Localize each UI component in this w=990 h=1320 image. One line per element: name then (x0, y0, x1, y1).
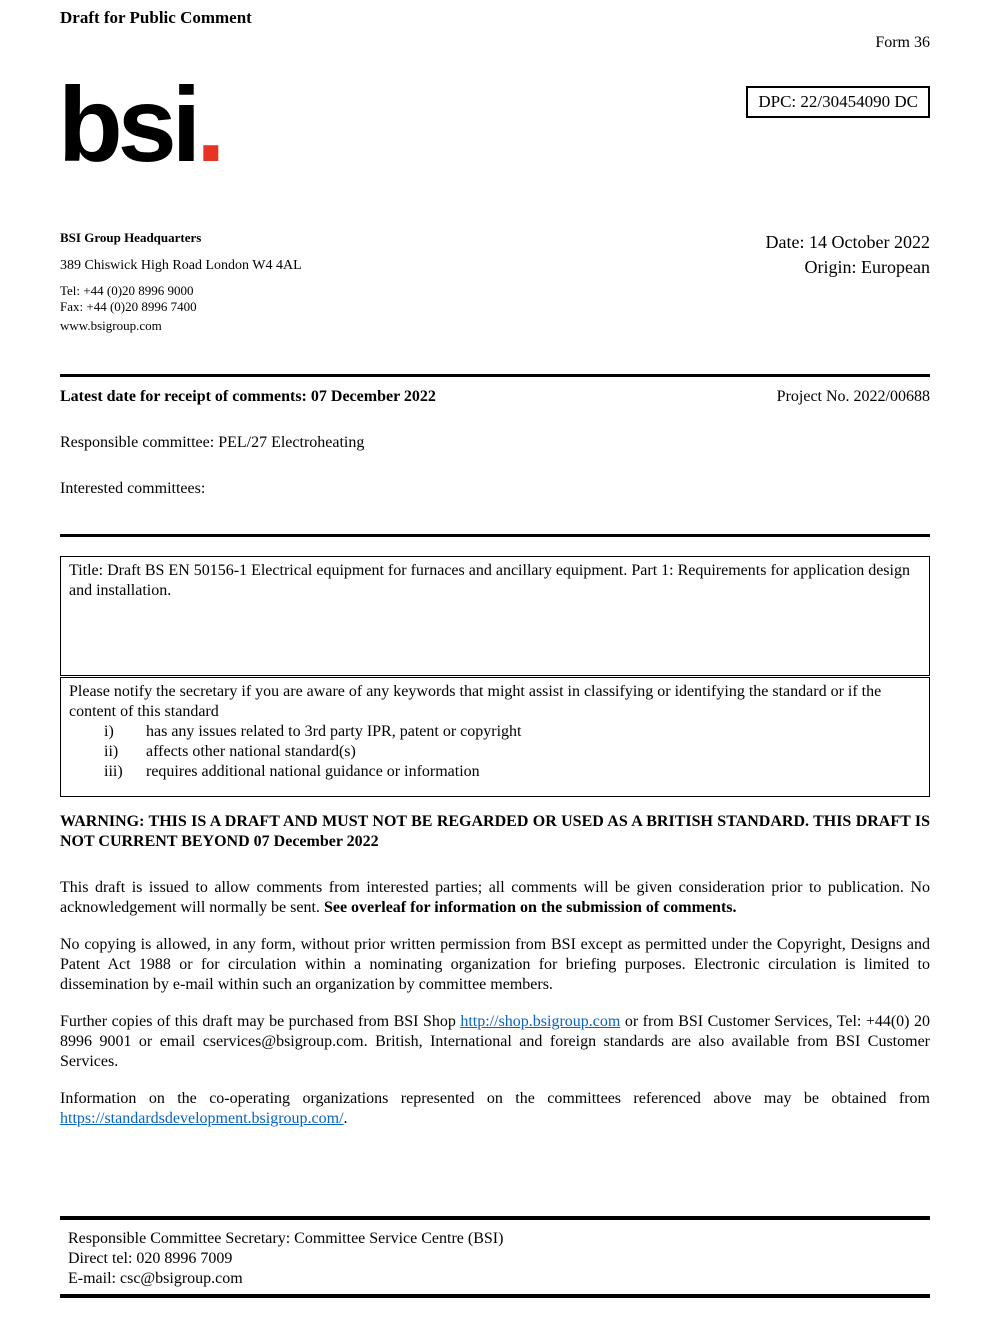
project-number: Project No. 2022/00688 (776, 388, 930, 405)
footer-email: E-mail: csc@bsigroup.com (68, 1270, 243, 1287)
footer-divider-bottom (60, 1294, 930, 1298)
list-item (104, 742, 921, 762)
interested-committees: Interested committees: (60, 480, 206, 497)
bsi-logo-dot: . (196, 66, 221, 184)
footer-tel: Direct tel: 020 8996 7009 (68, 1250, 233, 1267)
latest-date-label: Latest date for receipt of comments: 07 December 2022 (60, 388, 436, 405)
title-box-text: Title: Draft BS EN 50156-1 Electrical equipment for furnaces and ancillary equipment. Part 1: Requirements for application design and installation. (69, 562, 910, 599)
list-item-text: requires additional national guidance or information (146, 763, 480, 780)
list-item-marker: iii) (104, 763, 123, 780)
body-text (60, 812, 930, 1146)
list-item-text: has any issues related to 3rd party IPR, patent or copyright (146, 723, 522, 740)
paragraph-cooperating-text-after: . (343, 1110, 348, 1127)
list-item-marker: i) (104, 723, 114, 740)
keywords-box (60, 677, 930, 797)
paragraph-cooperating-text-before: Information on the co-operating organizations represented on the committees referenced above may be obtained from (60, 1090, 930, 1107)
form-number-label: Form 36 (875, 34, 930, 51)
footer-block (68, 1229, 503, 1289)
divider-middle (60, 534, 930, 537)
address-tel: Tel: +44 (0)20 8996 9000 (60, 283, 194, 298)
dpc-reference-box (746, 86, 930, 118)
warning-paragraph: WARNING: THIS IS A DRAFT AND MUST NOT BE REGARDED OR USED AS A BRITISH STANDARD. THIS DRAFT IS NOT CURRENT BEYOND 07 December 2022 (60, 813, 930, 850)
responsible-committee: Responsible committee: PEL/27 Electroheating (60, 434, 365, 451)
paragraph-cooperating (60, 1089, 930, 1129)
dpc-reference-text: DPC: 22/30454090 DC (758, 92, 918, 111)
paragraph-purchase-text-after: or from BSI Customer Services, Tel: +44(0) 20 8996 9001 or email cservices@bsigroup.com. British, International and foreign standards are also available from BSI Customer Services. (60, 1013, 930, 1070)
footer-divider-top (60, 1216, 930, 1220)
list-item (104, 722, 921, 742)
address-street: 389 Chiswick High Road London W4 4AL (60, 258, 302, 273)
list-item (104, 762, 921, 782)
address-fax: Fax: +44 (0)20 8996 7400 (60, 299, 197, 314)
list-item-marker: ii) (104, 743, 119, 760)
paragraph-purchase-text-before: Further copies of this draft may be purchased from BSI Shop (60, 1013, 461, 1030)
meta-block (766, 230, 930, 280)
standards-development-link[interactable]: https://standardsdevelopment.bsigroup.com/ (60, 1110, 344, 1127)
bsi-logo (58, 66, 221, 184)
meta-date: Date: 14 October 2022 (765, 232, 930, 252)
bsi-logo-text: bsi (58, 66, 197, 184)
divider-top (60, 374, 930, 377)
bsi-shop-link[interactable]: http://shop.bsigroup.com (460, 1013, 621, 1030)
paragraph-comments-text: This draft is issued to allow comments from interested parties; all comments will be given consideration prior to publication. No acknowledgement will normally be sent. (60, 879, 930, 916)
list-item-text: affects other national standard(s) (146, 743, 356, 760)
keywords-list (104, 722, 921, 782)
paragraph-comments (60, 878, 930, 918)
draft-heading: Draft for Public Comment (60, 8, 252, 27)
keywords-intro: Please notify the secretary if you are aware of any keywords that might assist in classifying or identifying the standard or if the content of this standard (69, 683, 882, 720)
paragraph-comments-bold: See overleaf for information on the submission of comments. (323, 899, 737, 916)
title-box (60, 556, 930, 676)
paragraph-purchase (60, 1012, 930, 1072)
comments-deadline-row (60, 388, 930, 406)
address-block (60, 230, 302, 334)
footer-secretary: Responsible Committee Secretary: Committee Service Centre (BSI) (68, 1230, 504, 1247)
meta-origin: Origin: European (804, 257, 930, 277)
address-website: www.bsigroup.com (60, 318, 162, 333)
address-title: BSI Group Headquarters (60, 230, 202, 245)
paragraph-copying: No copying is allowed, in any form, without prior written permission from BSI except as permitted under the Copyright, Designs and Patent Act 1988 or for circulation within a nominating organization for briefing purposes. Electronic circulation is limited to dissemination by e-mail within such an organization by committee members. (60, 936, 930, 993)
